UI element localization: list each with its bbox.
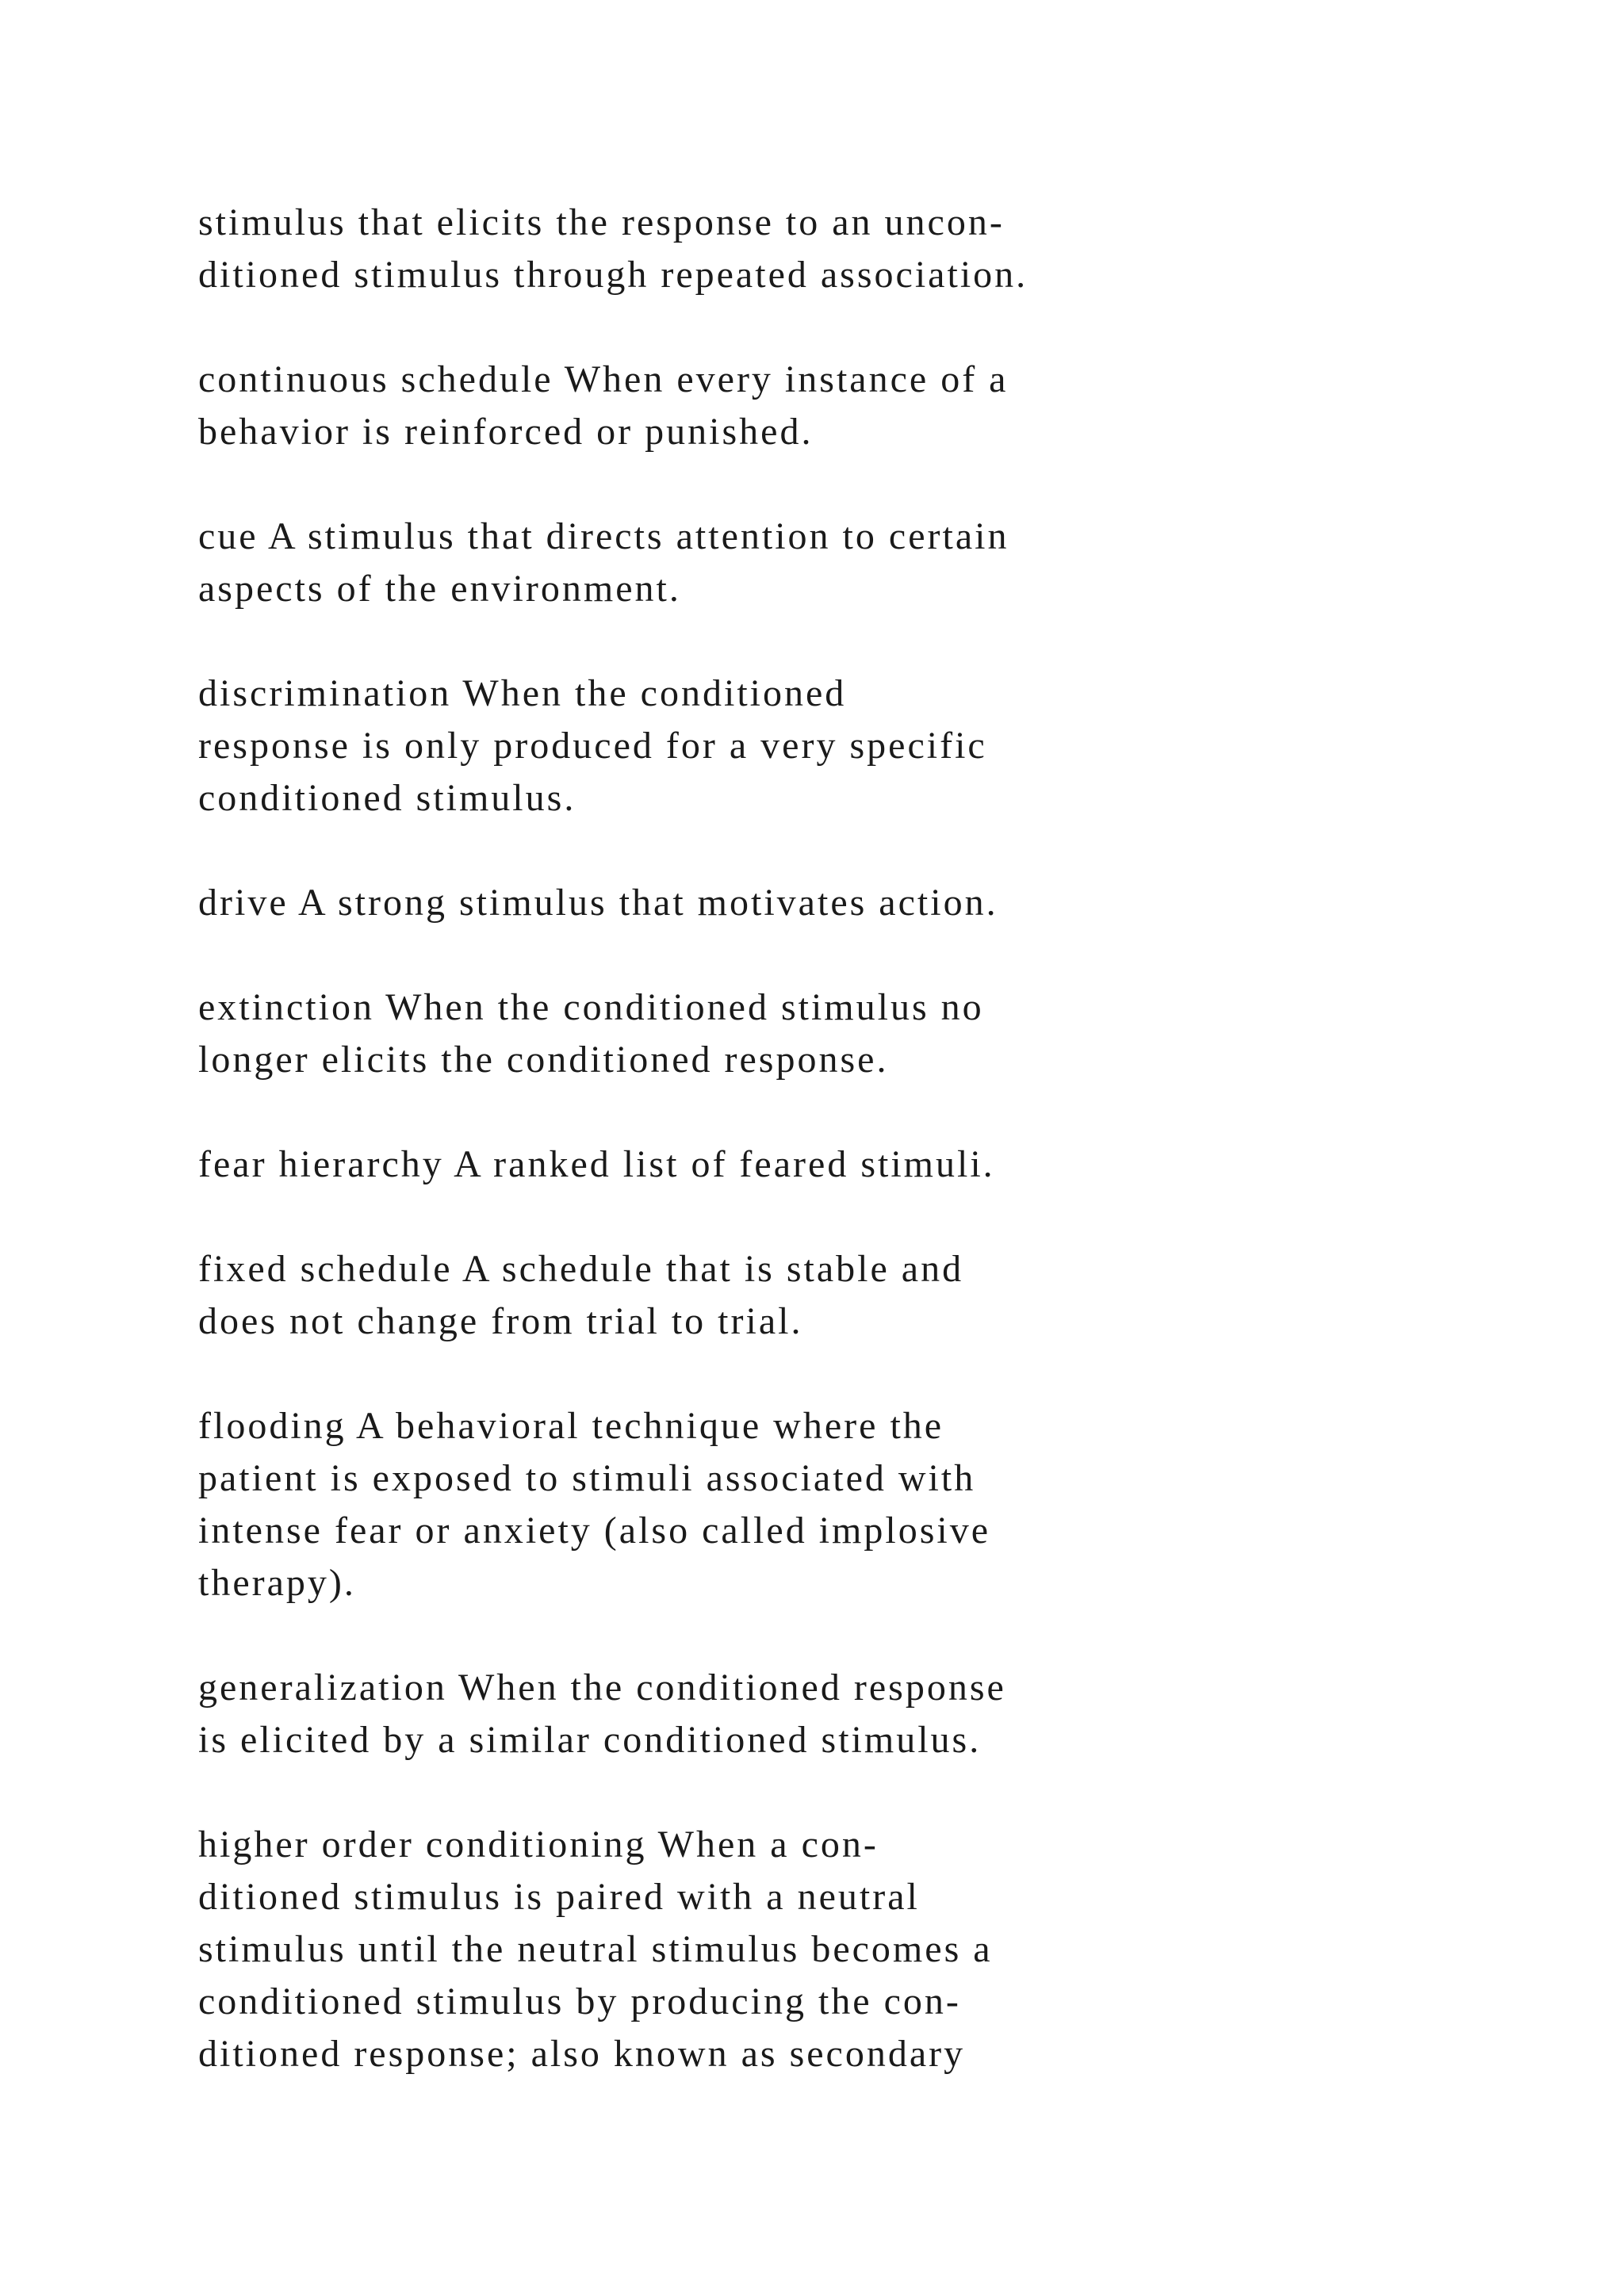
glossary-entry-continuous-schedule — [198, 354, 1388, 458]
text-line: is elicited by a similar conditioned stimulus. — [198, 1719, 982, 1761]
glossary-entry-fixed-schedule — [198, 1243, 1388, 1348]
text-line: intense fear or anxiety (also called implosive — [198, 1510, 991, 1552]
glossary-entry-fear-hierarchy — [198, 1138, 1388, 1191]
glossary-entry-conditioned-stimulus-continuation — [198, 197, 1388, 301]
text-line: conditioned stimulus by producing the con- — [198, 1980, 961, 2022]
glossary-entry-cue — [198, 511, 1388, 615]
text-line: behavior is reinforced or punished. — [198, 411, 814, 453]
text-line: stimulus that elicits the response to an uncon- — [198, 201, 1005, 243]
text-line: ditioned stimulus is paired with a neutral — [198, 1876, 920, 1918]
text-line: fear hierarchy A ranked list of feared stimuli. — [198, 1143, 995, 1185]
text-line: does not change from trial to trial. — [198, 1300, 803, 1342]
text-line: generalization When the conditioned response — [198, 1667, 1006, 1709]
text-line: flooding A behavioral technique where the — [198, 1405, 944, 1447]
text-line: cue A stimulus that directs attention to certain — [198, 515, 1009, 557]
glossary-entry-flooding — [198, 1400, 1388, 1609]
text-line: ditioned response; also known as secondary — [198, 2033, 966, 2075]
text-line: ditioned stimulus through repeated association. — [198, 254, 1028, 296]
text-line: longer elicits the conditioned response. — [198, 1039, 889, 1081]
text-line: drive A strong stimulus that motivates action. — [198, 882, 998, 924]
glossary-entry-extinction — [198, 982, 1388, 1086]
glossary-text — [198, 197, 1388, 2133]
text-line: continuous schedule When every instance of a — [198, 358, 1009, 400]
glossary-entry-higher-order-conditioning — [198, 1819, 1388, 2080]
glossary-entry-drive — [198, 877, 1388, 929]
text-line: extinction When the conditioned stimulus no — [198, 986, 984, 1028]
text-line: response is only produced for a very specific — [198, 725, 987, 767]
text-line: conditioned stimulus. — [198, 777, 576, 819]
glossary-entry-discrimination — [198, 668, 1388, 825]
text-line: discrimination When the conditioned — [198, 672, 847, 714]
text-line: therapy). — [198, 1562, 356, 1604]
text-line: stimulus until the neutral stimulus becomes a — [198, 1928, 993, 1970]
text-line: aspects of the environment. — [198, 568, 681, 610]
text-line: higher order conditioning When a con- — [198, 1823, 879, 1866]
text-line: fixed schedule A schedule that is stable and — [198, 1248, 964, 1290]
glossary-entry-generalization — [198, 1662, 1388, 1766]
text-line: patient is exposed to stimuli associated with — [198, 1457, 976, 1499]
